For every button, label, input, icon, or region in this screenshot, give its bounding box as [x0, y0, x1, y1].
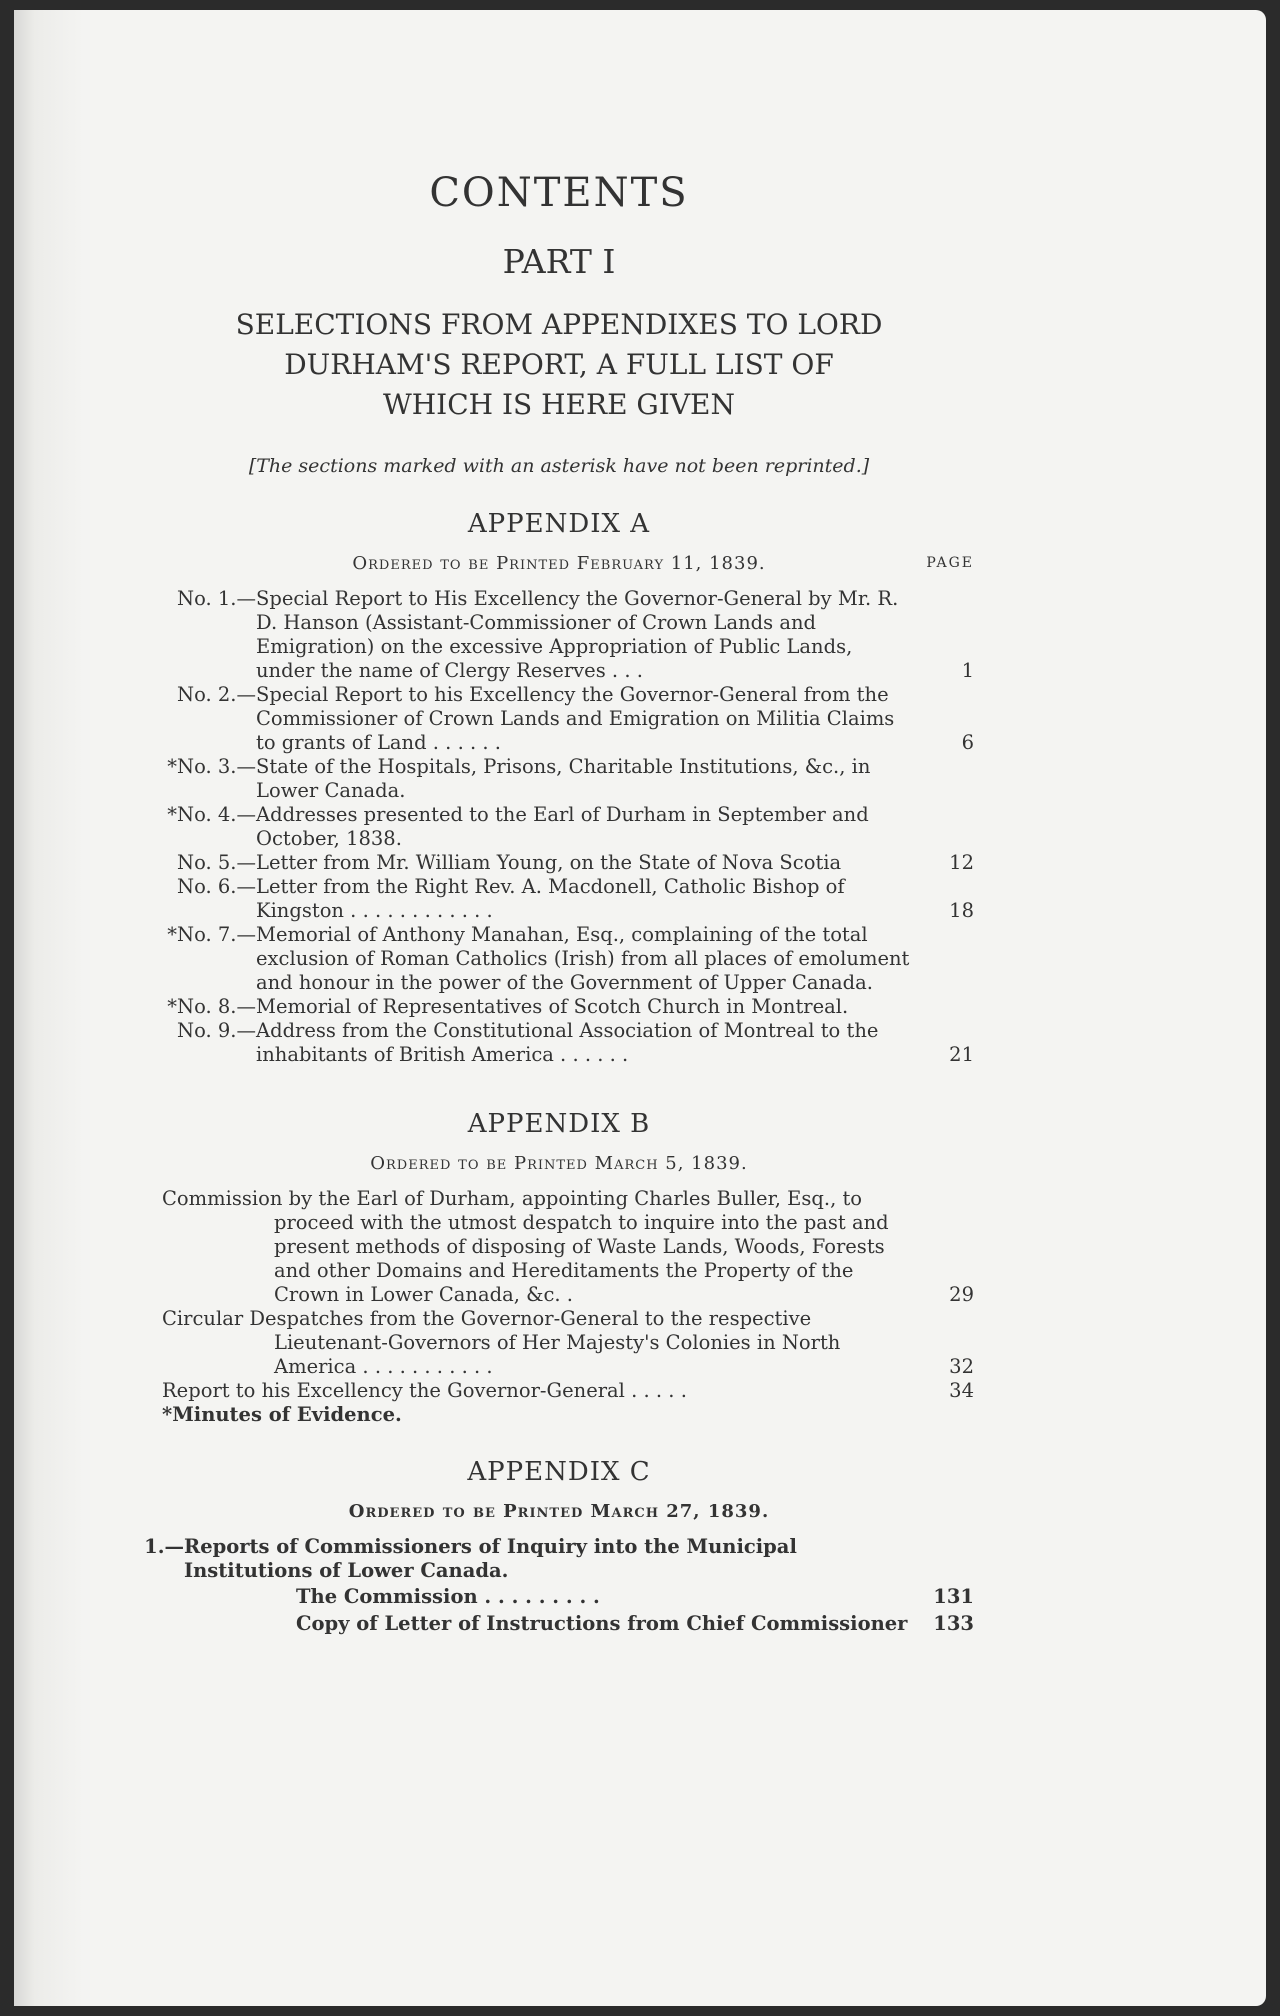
entry-page: 1	[961, 659, 974, 682]
contents-title: CONTENTS	[429, 170, 689, 216]
toc-sub-entry	[296, 1583, 974, 1610]
section-title-line-3: WHICH IS HERE GIVEN	[382, 388, 735, 421]
entry-text: Addresses presented to the Earl of Durham in September and October, 1838.	[256, 803, 869, 850]
entry-label: *No. 7.—	[167, 923, 256, 946]
entry-text: *Minutes of Evidence.	[162, 1403, 402, 1426]
entry-text: Circular Despatches from the Governor-General to the respective Lieutenant-Governors of Her Majesty's Colonies in North America . . . . . . . . . . .	[162, 1307, 841, 1378]
toc-entry	[144, 995, 974, 1019]
entry-text: State of the Hospitals, Prisons, Charitable Institutions, &c., in Lower Canada.	[256, 755, 871, 802]
toc-entry	[144, 875, 974, 923]
entry-page: 6	[961, 731, 974, 754]
toc-entry	[162, 1187, 974, 1307]
entry-label: No. 6.—	[177, 875, 256, 898]
entry-text: Report to his Excellency the Governor-General . . . . .	[162, 1379, 687, 1402]
toc-entry	[162, 1307, 974, 1379]
entry-text: Letter from Mr. William Young, on the State of Nova Scotia	[256, 851, 842, 874]
entry-text: Letter from the Right Rev. A. Macdonell, Catholic Bishop of Kingston . . . . . . . . . . . .	[256, 875, 845, 922]
toc-entry	[144, 1535, 974, 1583]
entry-label: No. 2.—	[177, 683, 256, 706]
entry-page: 32	[949, 1355, 974, 1378]
toc-entry	[144, 587, 974, 683]
entry-label: No. 5.—	[177, 851, 256, 874]
section-title-line-1: SELECTIONS FROM APPENDIXES TO LORD	[235, 308, 883, 341]
appendix-c-ordered: Ordered to be Printed March 27, 1839.	[348, 1501, 770, 1522]
entry-text: Special Report to his Excellency the Governor-General from the Commissioner of Crown Lands and Emigration on Militia Claims to grants of Land . . . . . .	[256, 683, 895, 754]
appendix-a-ordered: Ordered to be Printed February 11, 1839.	[352, 553, 766, 574]
appendix-b-ordered-row	[144, 1153, 974, 1187]
entry-text: Memorial of Anthony Manahan, Esq., complaining of the total exclusion of Roman Catholics (Irish) from all places of emolument and honour in the power of the Government of Upper Canada.	[256, 923, 910, 994]
appendix-a-title: APPENDIX A	[467, 509, 651, 539]
entry-label: 1.—	[144, 1535, 184, 1558]
toc-entry	[144, 803, 974, 851]
entry-text: Commission by the Earl of Durham, appointing Charles Buller, Esq., to proceed with the utmost despatch to inquire into the past and present methods of disposing of Waste Lands, Woods, Forests and other Domains and Hereditaments the Property of the Crown in Lower Canada, &c. .	[162, 1187, 889, 1306]
entry-page: 18	[949, 899, 974, 922]
appendix-b-ordered: Ordered to be Printed March 5, 1839.	[370, 1153, 748, 1174]
section-title	[144, 305, 974, 425]
entry-text: Reports of Commissioners of Inquiry into the Municipal Institutions of Lower Canada.	[184, 1535, 797, 1582]
entry-page: 133	[933, 1612, 974, 1635]
appendix-b-title: APPENDIX B	[467, 1109, 651, 1139]
page-gutter	[14, 10, 84, 2006]
section-title-line-2: DURHAM'S REPORT, A FULL LIST OF	[284, 348, 834, 381]
book-page	[14, 10, 1266, 2006]
toc-entry	[144, 683, 974, 755]
toc-entry	[162, 1403, 974, 1427]
entry-text: Copy of Letter of Instructions from Chief Commissioner	[296, 1612, 908, 1635]
part-title: PART I	[502, 242, 616, 281]
entry-label: *No. 3.—	[167, 755, 256, 778]
toc-sub-entry	[296, 1610, 974, 1637]
toc-entry	[162, 1379, 974, 1403]
entry-text: Special Report to His Excellency the Governor-General by Mr. R. D. Hanson (Assistant-Commissioner of Crown Lands and Emigration) on the excessive Appropriation of Public Lands, under the name of Clergy Reserves . . .	[256, 587, 899, 682]
entry-label: No. 9.—	[177, 1019, 256, 1042]
appendix-a-ordered-row	[144, 553, 974, 587]
entry-label: No. 1.—	[177, 587, 256, 610]
appendix-c-title: APPENDIX C	[467, 1457, 651, 1487]
entry-page: 34	[949, 1379, 974, 1402]
asterisk-note: [The sections marked with an asterisk have not been reprinted.]	[248, 455, 870, 477]
entry-page: 12	[949, 851, 974, 874]
entry-text: Memorial of Representatives of Scotch Church in Montreal.	[256, 995, 849, 1018]
entry-page: 131	[933, 1585, 974, 1608]
toc-entry	[144, 851, 974, 875]
toc-entry	[144, 923, 974, 995]
appendix-c-ordered-row	[144, 1501, 974, 1535]
entry-label: *No. 8.—	[167, 995, 256, 1018]
entry-text: Address from the Constitutional Association of Montreal to the inhabitants of British America . . . . . .	[256, 1019, 879, 1066]
entry-text: The Commission . . . . . . . . .	[296, 1585, 600, 1608]
toc-entry	[144, 1019, 974, 1067]
contents-body	[144, 170, 974, 1637]
entry-page: 21	[949, 1043, 974, 1066]
toc-entry	[144, 755, 974, 803]
entry-label: *No. 4.—	[167, 803, 256, 826]
page-column-label: PAGE	[926, 555, 974, 571]
entry-page: 29	[949, 1283, 974, 1306]
